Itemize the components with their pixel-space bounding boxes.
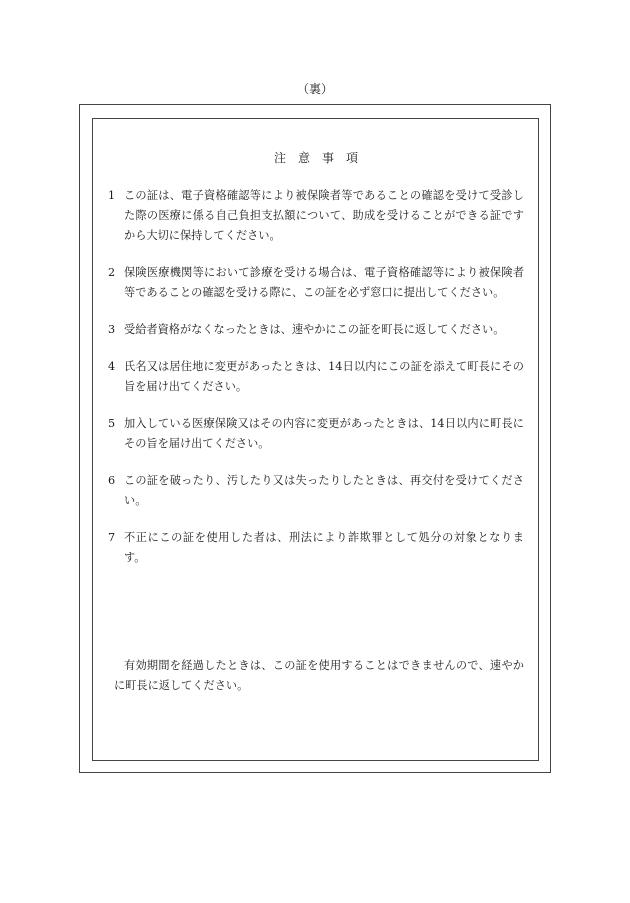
page-side-label: （裏） — [296, 82, 333, 96]
notice-item-text: 保険医療機関等において診療を受ける場合は、電子資格確認等により被保険者等であることの確認を受ける際に、この証を必ず窓口に提出してください。 — [124, 266, 524, 299]
notice-item-number: 1 — [108, 189, 116, 202]
notice-item-text: 不正にこの証を使用した者は、刑法により詐欺罪として処分の対象となります。 — [124, 531, 524, 564]
notice-item — [108, 471, 524, 511]
notice-item-number: 3 — [108, 323, 116, 336]
notice-item-number: 5 — [108, 417, 116, 430]
notice-item-text: この証は、電子資格確認等により被保険者等であることの確認を受けて受診した際の医療に係る自己負担支払額について、助成を受けることができる証ですから大切に保持してください。 — [124, 189, 524, 242]
notice-item — [108, 414, 524, 454]
notice-body — [108, 148, 524, 585]
notice-heading: 注意事項 — [273, 151, 370, 165]
notice-item-number: 2 — [108, 266, 116, 279]
notice-item-text: 氏名又は居住地に変更があったときは、14日以内にこの証を添えて町長にその旨を届け出てください。 — [124, 360, 524, 393]
notice-item-number: 7 — [108, 531, 116, 544]
notice-item-text: 受給者資格がなくなったときは、速やかにこの証を町長に返してください。 — [124, 323, 505, 336]
expiry-notice: 有効期間を経過したときは、この証を使用することはできませんので、速やかに町長に返してください。 — [114, 659, 524, 692]
notice-item — [108, 263, 524, 303]
notice-item — [108, 320, 524, 340]
notice-item — [108, 357, 524, 397]
notice-list — [108, 186, 524, 568]
notice-item-number: 6 — [108, 474, 116, 487]
notice-item-text: この証を破ったり、汚したり又は失ったりしたときは、再交付を受けてください。 — [124, 474, 524, 507]
notice-item — [108, 528, 524, 568]
notice-item — [108, 186, 524, 246]
notice-item-number: 4 — [108, 360, 116, 373]
notice-item-text: 加入している医療保険又はその内容に変更があったときは、14日以内に町長にその旨を届け出てください。 — [124, 417, 524, 450]
